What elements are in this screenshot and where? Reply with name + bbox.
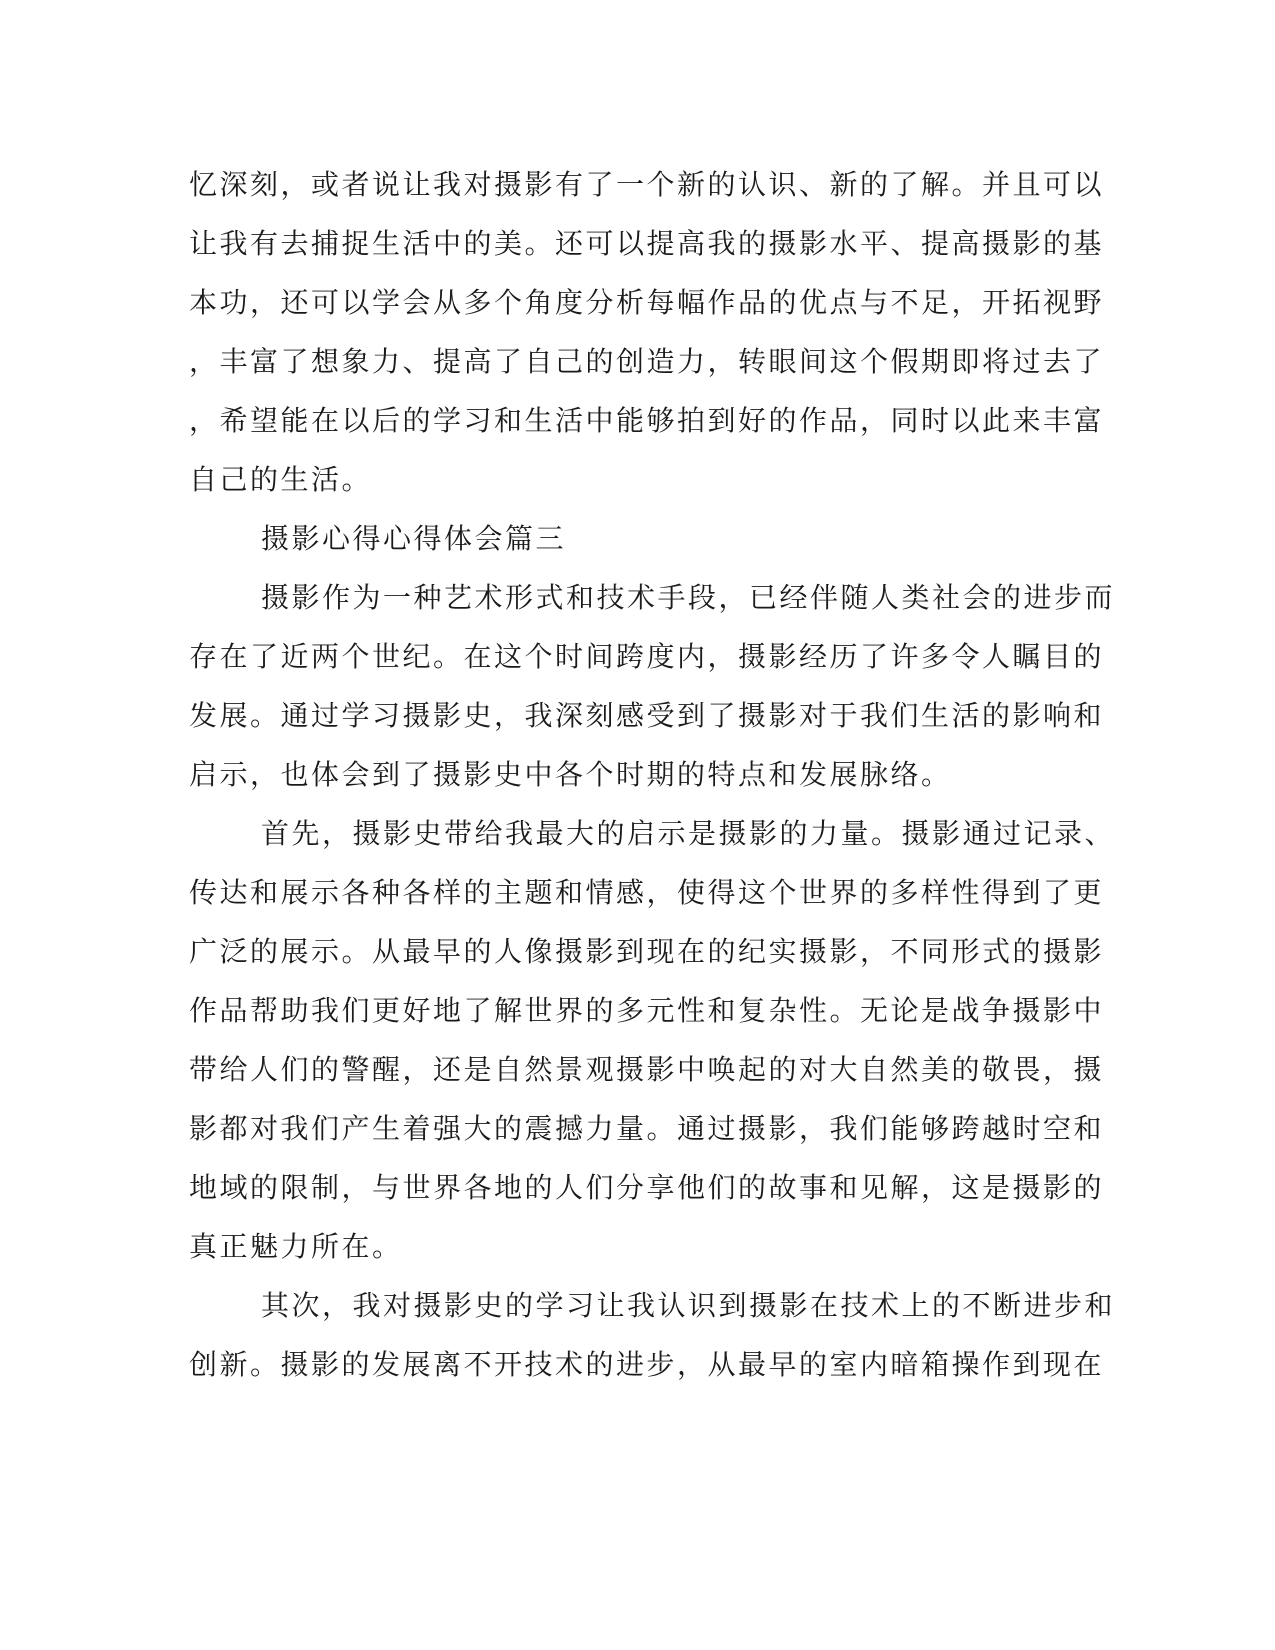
text-line: 传达和展示各种各样的主题和情感，使得这个世界的多样性得到了更	[189, 876, 1105, 909]
text-line: 启示，也体会到了摄影史中各个时期的特点和发展脉络。	[189, 758, 952, 791]
text-line: 自己的生活。	[189, 463, 373, 496]
text-line: 其次，我对摄影史的学习让我认识到摄影在技术上的不断进步和	[261, 1289, 1116, 1322]
text-line: 广泛的展示。从最早的人像摄影到现在的纪实摄影，不同形式的摄影	[189, 935, 1105, 968]
text-line: 忆深刻，或者说让我对摄影有了一个新的认识、新的了解。并且可以	[189, 168, 1105, 201]
text-line: 带给人们的警醒，还是自然景观摄影中唤起的对大自然美的敬畏，摄	[189, 1053, 1105, 1086]
text-line: 创新。摄影的发展离不开技术的进步，从最早的室内暗箱操作到现在	[189, 1348, 1105, 1381]
text-line: 真正魅力所在。	[189, 1230, 403, 1263]
text-line: ，希望能在以后的学习和生活中能够拍到好的作品，同时以此来丰富	[189, 404, 1105, 437]
text-line: 影都对我们产生着强大的震撼力量。通过摄影，我们能够跨越时空和	[189, 1112, 1105, 1145]
text-line: 发展。通过学习摄影史，我深刻感受到了摄影对于我们生活的影响和	[189, 699, 1105, 732]
text-line: ，丰富了想象力、提高了自己的创造力，转眼间这个假期即将过去了	[189, 345, 1105, 378]
section-heading: 摄影心得心得体会篇三	[261, 522, 567, 555]
text-line: 首先，摄影史带给我最大的启示是摄影的力量。摄影通过记录、	[261, 817, 1116, 850]
text-line: 地域的限制，与世界各地的人们分享他们的故事和见解，这是摄影的	[189, 1171, 1105, 1204]
text-line: 存在了近两个世纪。在这个时间跨度内，摄影经历了许多令人瞩目的	[189, 640, 1105, 673]
text-line: 作品帮助我们更好地了解世界的多元性和复杂性。无论是战争摄影中	[189, 994, 1105, 1027]
text-line: 让我有去捕捉生活中的美。还可以提高我的摄影水平、提高摄影的基	[189, 227, 1105, 260]
text-line: 本功，还可以学会从多个角度分析每幅作品的优点与不足，开拓视野	[189, 286, 1105, 319]
text-line: 摄影作为一种艺术形式和技术手段，已经伴随人类社会的进步而	[261, 581, 1116, 614]
